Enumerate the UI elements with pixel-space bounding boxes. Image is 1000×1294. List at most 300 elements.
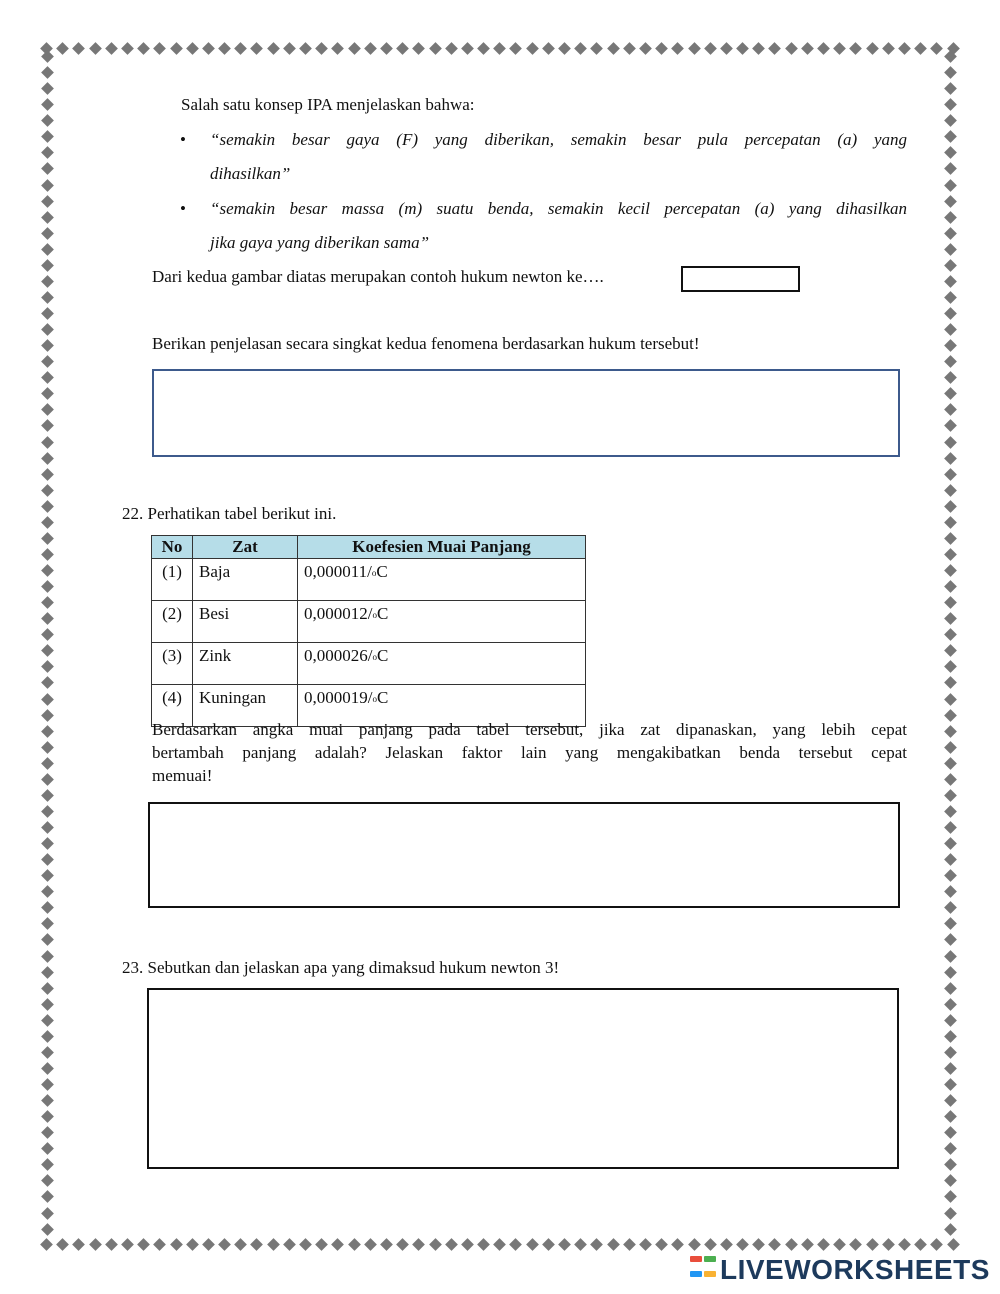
border-diamond (41, 757, 54, 770)
border-diamond (944, 452, 957, 465)
border-diamond (41, 837, 54, 850)
cell-value (298, 643, 586, 685)
border-diamond (944, 1014, 957, 1027)
border-diamond (944, 853, 957, 866)
border-diamond (944, 1046, 957, 1059)
border-diamond (41, 387, 54, 400)
degree-superscript: o (372, 610, 377, 620)
page-border-bottom (40, 1238, 960, 1252)
border-diamond (914, 1238, 927, 1251)
border-diamond (944, 163, 957, 176)
border-diamond (944, 1126, 957, 1139)
cell-value-unit: C (376, 562, 388, 581)
explanation-instruction: Berikan penjelasan secara singkat kedua fenomena berdasarkan hukum tersebut! (152, 334, 700, 353)
border-diamond (299, 42, 312, 55)
border-diamond (944, 243, 957, 256)
border-diamond (944, 564, 957, 577)
border-diamond (41, 1078, 54, 1091)
border-diamond (332, 42, 345, 55)
border-diamond (218, 1238, 231, 1251)
border-diamond (944, 885, 957, 898)
border-diamond (41, 596, 54, 609)
border-diamond (574, 42, 587, 55)
newton-number-input[interactable] (681, 266, 800, 292)
border-diamond (655, 42, 668, 55)
border-diamond (944, 130, 957, 143)
border-diamond (944, 580, 957, 593)
border-diamond (121, 42, 134, 55)
border-diamond (944, 773, 957, 786)
border-diamond (283, 42, 296, 55)
border-diamond (944, 548, 957, 561)
border-diamond (510, 42, 523, 55)
border-diamond (833, 42, 846, 55)
degree-superscript: o (372, 652, 377, 662)
border-diamond (720, 1238, 733, 1251)
cell-no: (1) (152, 559, 193, 601)
border-diamond (655, 1238, 668, 1251)
border-diamond (348, 1238, 361, 1251)
border-diamond (315, 1238, 328, 1251)
question-22-title: 22. Perhatikan tabel berikut ini. (122, 504, 337, 523)
border-diamond (41, 1191, 54, 1204)
cell-value-number: 0,000026/ (304, 646, 373, 665)
liveworksheets-logo-icon (690, 1256, 716, 1284)
border-diamond (41, 644, 54, 657)
border-diamond (41, 66, 54, 79)
border-diamond (785, 1238, 798, 1251)
border-diamond (429, 1238, 442, 1251)
border-diamond (202, 42, 215, 55)
border-diamond (234, 1238, 247, 1251)
border-diamond (234, 42, 247, 55)
border-diamond (493, 42, 506, 55)
border-diamond (41, 259, 54, 272)
border-diamond (41, 564, 54, 577)
border-diamond (267, 42, 280, 55)
border-diamond (944, 998, 957, 1011)
border-diamond (348, 42, 361, 55)
cell-value-unit: C (376, 604, 389, 623)
border-diamond (153, 42, 166, 55)
border-diamond (944, 1030, 957, 1043)
border-diamond (671, 42, 684, 55)
liveworksheets-logo-text: LIVEWORKSHEETS (720, 1254, 990, 1285)
logo-block-blue (690, 1271, 702, 1277)
border-diamond (944, 1094, 957, 1107)
border-diamond (944, 661, 957, 674)
border-diamond (41, 500, 54, 513)
border-diamond (461, 1238, 474, 1251)
logo-block-green (704, 1256, 716, 1262)
border-diamond (251, 42, 264, 55)
border-diamond (944, 644, 957, 657)
bullet-2-line-2: jika gaya yang diberikan sama” (210, 233, 430, 252)
degree-superscript: o (372, 694, 377, 704)
border-diamond (944, 50, 957, 63)
border-diamond (412, 1238, 425, 1251)
border-diamond (105, 1238, 118, 1251)
border-diamond (41, 147, 54, 160)
border-diamond (817, 1238, 830, 1251)
border-diamond (105, 42, 118, 55)
cell-value-number: 0,000012/ (304, 604, 373, 623)
header-zat: Zat (193, 536, 298, 559)
border-diamond (639, 1238, 652, 1251)
border-diamond (801, 42, 814, 55)
border-diamond (41, 323, 54, 336)
border-diamond (170, 42, 183, 55)
border-diamond (898, 42, 911, 55)
border-diamond (704, 1238, 717, 1251)
border-diamond (121, 1238, 134, 1251)
border-diamond (41, 130, 54, 143)
border-diamond (412, 42, 425, 55)
border-diamond (41, 580, 54, 593)
border-diamond (41, 307, 54, 320)
border-diamond (380, 42, 393, 55)
border-diamond (944, 677, 957, 690)
border-diamond (607, 42, 620, 55)
border-diamond (380, 1238, 393, 1251)
logo-block-yellow (704, 1271, 716, 1277)
border-diamond (591, 42, 604, 55)
question-23-title: 23. Sebutkan dan jelaskan apa yang dimaksud hukum newton 3! (122, 958, 560, 977)
border-diamond (833, 1238, 846, 1251)
border-diamond (73, 42, 86, 55)
border-diamond (332, 1238, 345, 1251)
border-diamond (41, 484, 54, 497)
border-diamond (41, 805, 54, 818)
border-diamond (41, 436, 54, 449)
border-diamond (944, 693, 957, 706)
border-diamond (41, 1207, 54, 1220)
border-diamond (944, 404, 957, 417)
intro-line: Salah satu konsep IPA menjelaskan bahwa: (181, 95, 475, 114)
border-diamond (41, 1062, 54, 1075)
border-diamond (671, 1238, 684, 1251)
border-diamond (944, 1110, 957, 1123)
border-diamond (461, 42, 474, 55)
border-diamond (944, 66, 957, 79)
page-border-top (40, 42, 960, 56)
border-diamond (396, 42, 409, 55)
expansion-coefficient-table (151, 535, 586, 727)
cell-zat: Kuningan (193, 685, 298, 727)
border-diamond (944, 1207, 957, 1220)
border-diamond (769, 42, 782, 55)
border-diamond (944, 1062, 957, 1075)
bullet-1-line-1: “semakin besar gaya (F) yang diberikan, semakin besar pula percepatan (a) yang (210, 130, 907, 149)
cell-zat: Besi (193, 601, 298, 643)
border-diamond (574, 1238, 587, 1251)
border-diamond (607, 1238, 620, 1251)
border-diamond (944, 227, 957, 240)
border-diamond (477, 42, 490, 55)
border-diamond (41, 950, 54, 963)
border-diamond (817, 42, 830, 55)
bullet-2-line-1: “semakin besar massa (m) suatu benda, semakin kecil percepatan (a) yang dihasilkan (210, 199, 907, 218)
border-diamond (41, 516, 54, 529)
border-diamond (944, 805, 957, 818)
border-diamond (688, 42, 701, 55)
border-diamond (944, 612, 957, 625)
question-22-text-line-3: memuai! (152, 766, 213, 785)
border-diamond (41, 1158, 54, 1171)
border-diamond (56, 1238, 69, 1251)
border-diamond (41, 114, 54, 127)
cell-no: (3) (152, 643, 193, 685)
question-22-text-line-1: Berdasarkan angka muai panjang pada tabel tersebut, jika zat dipanaskan, yang lebih cepat (152, 720, 907, 739)
border-diamond (396, 1238, 409, 1251)
question-22-text-line-2: bertambah panjang adalah? Jelaskan faktor lain yang mengakibatkan benda tersebut cepat (152, 743, 907, 762)
border-diamond (769, 1238, 782, 1251)
border-diamond (944, 789, 957, 802)
cell-value-unit: C (376, 646, 389, 665)
newton-question: Dari kedua gambar diatas merupakan contoh hukum newton ke…. (152, 267, 604, 286)
border-diamond (944, 387, 957, 400)
border-diamond (944, 291, 957, 304)
border-diamond (944, 628, 957, 641)
border-diamond (41, 725, 54, 738)
border-diamond (41, 1014, 54, 1027)
border-diamond (944, 950, 957, 963)
border-diamond (944, 259, 957, 272)
border-diamond (944, 500, 957, 513)
border-diamond (41, 693, 54, 706)
border-diamond (542, 1238, 555, 1251)
border-diamond (477, 1238, 490, 1251)
border-diamond (944, 1175, 957, 1188)
border-diamond (41, 548, 54, 561)
header-koefesien: Koefesien Muai Panjang (298, 536, 586, 559)
border-diamond (944, 114, 957, 127)
border-diamond (41, 853, 54, 866)
border-diamond (41, 661, 54, 674)
border-diamond (41, 918, 54, 931)
border-diamond (944, 966, 957, 979)
border-diamond (944, 275, 957, 288)
border-diamond (639, 42, 652, 55)
border-diamond (558, 1238, 571, 1251)
border-diamond (944, 484, 957, 497)
border-diamond (720, 42, 733, 55)
border-diamond (445, 1238, 458, 1251)
border-diamond (944, 307, 957, 320)
border-diamond (850, 1238, 863, 1251)
border-diamond (558, 42, 571, 55)
border-diamond (41, 709, 54, 722)
border-diamond (944, 98, 957, 111)
border-diamond (944, 147, 957, 160)
cell-value-number: 0,000011/ (304, 562, 372, 581)
border-diamond (364, 42, 377, 55)
border-diamond (186, 1238, 199, 1251)
border-diamond (41, 998, 54, 1011)
table-row (152, 559, 586, 601)
border-diamond (315, 42, 328, 55)
border-diamond (41, 371, 54, 384)
border-diamond (944, 837, 957, 850)
border-diamond (41, 1030, 54, 1043)
border-diamond (944, 596, 957, 609)
border-diamond (41, 452, 54, 465)
border-diamond (41, 821, 54, 834)
border-diamond (41, 195, 54, 208)
border-diamond (202, 1238, 215, 1251)
border-diamond (944, 1078, 957, 1091)
border-diamond (944, 709, 957, 722)
border-diamond (944, 757, 957, 770)
border-diamond (944, 1191, 957, 1204)
border-diamond (41, 243, 54, 256)
border-diamond (137, 42, 150, 55)
border-diamond (41, 179, 54, 192)
border-diamond (944, 371, 957, 384)
border-diamond (542, 42, 555, 55)
cell-value (298, 559, 586, 601)
border-diamond (736, 42, 749, 55)
border-diamond (930, 42, 943, 55)
border-diamond (41, 1110, 54, 1123)
border-diamond (41, 901, 54, 914)
border-diamond (801, 1238, 814, 1251)
border-diamond (41, 98, 54, 111)
border-diamond (41, 612, 54, 625)
border-diamond (914, 42, 927, 55)
bullet-2-glyph: • (180, 199, 186, 218)
border-diamond (944, 516, 957, 529)
border-diamond (944, 532, 957, 545)
border-diamond (752, 1238, 765, 1251)
border-diamond (850, 42, 863, 55)
border-diamond (623, 42, 636, 55)
border-diamond (944, 982, 957, 995)
border-diamond (41, 1175, 54, 1188)
table-header-row (152, 536, 586, 559)
border-diamond (944, 436, 957, 449)
border-diamond (944, 339, 957, 352)
liveworksheets-logo (690, 1254, 990, 1286)
border-diamond (445, 42, 458, 55)
border-diamond (41, 885, 54, 898)
border-diamond (170, 1238, 183, 1251)
border-diamond (493, 1238, 506, 1251)
border-diamond (41, 275, 54, 288)
border-diamond (944, 179, 957, 192)
border-diamond (944, 1142, 957, 1155)
border-diamond (944, 821, 957, 834)
border-diamond (89, 42, 102, 55)
border-diamond (41, 934, 54, 947)
border-diamond (186, 42, 199, 55)
logo-block-red (690, 1256, 702, 1262)
border-diamond (41, 1126, 54, 1139)
border-diamond (41, 869, 54, 882)
border-diamond (882, 1238, 895, 1251)
border-diamond (73, 1238, 86, 1251)
border-diamond (944, 901, 957, 914)
border-diamond (429, 42, 442, 55)
border-diamond (251, 1238, 264, 1251)
page-border-right (944, 50, 958, 1236)
border-diamond (947, 1238, 960, 1251)
border-diamond (944, 934, 957, 947)
border-diamond (704, 42, 717, 55)
border-diamond (41, 82, 54, 95)
cell-value-number: 0,000019/ (304, 688, 373, 707)
border-diamond (41, 677, 54, 690)
border-diamond (944, 211, 957, 224)
cell-value-unit: C (376, 688, 389, 707)
header-no: No (152, 536, 193, 559)
border-diamond (944, 741, 957, 754)
border-diamond (41, 966, 54, 979)
border-diamond (526, 1238, 539, 1251)
border-diamond (41, 163, 54, 176)
border-diamond (944, 1158, 957, 1171)
border-diamond (41, 982, 54, 995)
border-diamond (866, 1238, 879, 1251)
cell-zat: Zink (193, 643, 298, 685)
degree-superscript: o (371, 568, 377, 578)
border-diamond (944, 1223, 957, 1236)
border-diamond (736, 1238, 749, 1251)
border-diamond (785, 42, 798, 55)
explanation-answer-box[interactable] (152, 369, 900, 457)
border-diamond (944, 869, 957, 882)
border-diamond (526, 42, 539, 55)
border-diamond (41, 741, 54, 754)
border-diamond (930, 1238, 943, 1251)
border-diamond (41, 227, 54, 240)
border-diamond (41, 404, 54, 417)
border-diamond (89, 1238, 102, 1251)
border-diamond (364, 1238, 377, 1251)
border-diamond (944, 420, 957, 433)
border-diamond (623, 1238, 636, 1251)
bullet-1-line-2: dihasilkan” (210, 164, 291, 183)
border-diamond (41, 789, 54, 802)
border-diamond (944, 355, 957, 368)
border-diamond (41, 1094, 54, 1107)
border-diamond (41, 1142, 54, 1155)
border-diamond (898, 1238, 911, 1251)
border-diamond (41, 468, 54, 481)
cell-value (298, 601, 586, 643)
border-diamond (866, 42, 879, 55)
border-diamond (283, 1238, 296, 1251)
border-diamond (944, 82, 957, 95)
border-diamond (591, 1238, 604, 1251)
border-diamond (267, 1238, 280, 1251)
border-diamond (944, 468, 957, 481)
border-diamond (41, 420, 54, 433)
border-diamond (41, 339, 54, 352)
question-23-answer-box[interactable] (147, 988, 899, 1169)
page-border-left (41, 50, 55, 1236)
cell-zat: Baja (193, 559, 298, 601)
border-diamond (41, 291, 54, 304)
question-22-answer-box[interactable] (148, 802, 900, 908)
border-diamond (299, 1238, 312, 1251)
border-diamond (218, 42, 231, 55)
cell-no: (4) (152, 685, 193, 727)
border-diamond (41, 355, 54, 368)
border-diamond (153, 1238, 166, 1251)
border-diamond (510, 1238, 523, 1251)
border-diamond (41, 773, 54, 786)
